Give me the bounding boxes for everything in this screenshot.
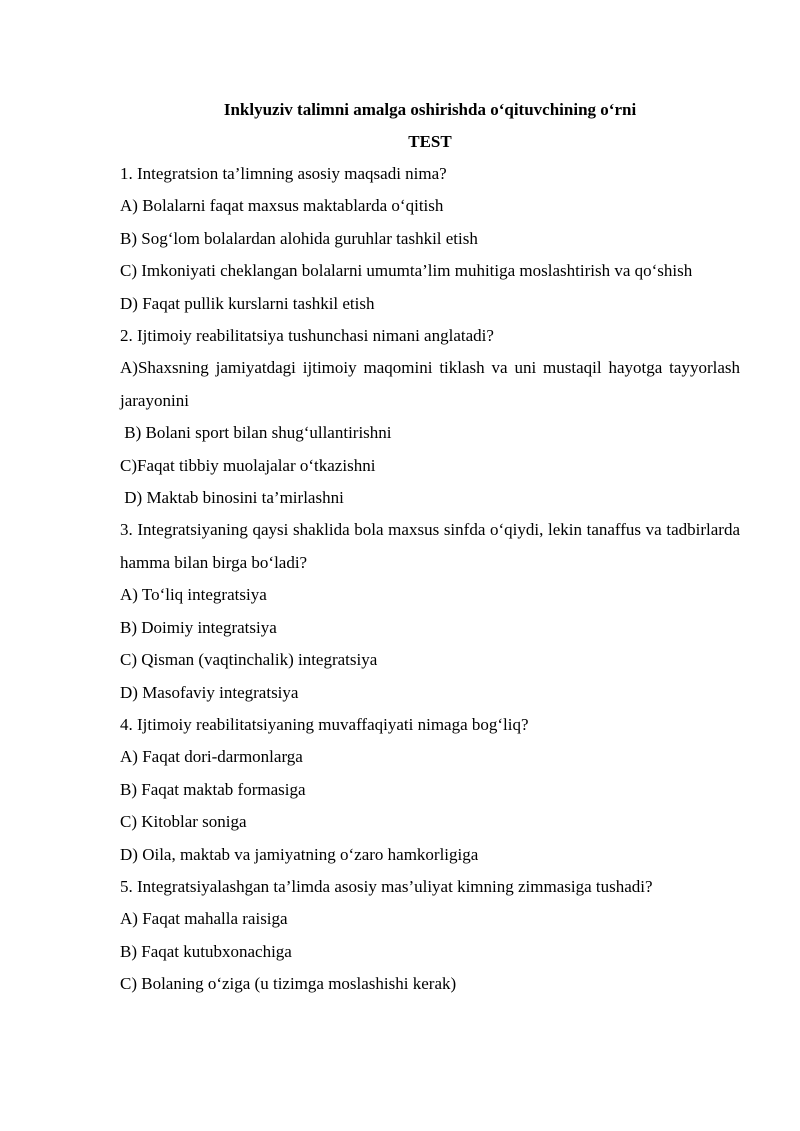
document-title: Inklyuziv talimni amalga oshirishda o‘qituvchining o‘rni: [223, 100, 637, 119]
question-1-option-c: C) Imkoniyati cheklangan bolalarni umumta’lim muhitiga moslashtirish va qo‘shish: [120, 261, 693, 281]
document-content: [120, 94, 745, 1001]
question-2-option-d: D) Maktab binosini ta’mirlashni: [120, 488, 344, 508]
question-2: 2. Ijtimoiy reabilitatsiya tushunchasi nimani anglatadi?: [120, 326, 494, 346]
question-3-option-c: C) Qisman (vaqtinchalik) integratsiya: [120, 650, 378, 670]
question-1-option-b: B) Sog‘lom bolalardan alohida guruhlar tashkil etish: [120, 228, 478, 248]
question-3: 3. Integratsiyaning qaysi shaklida bola maxsus sinfda o‘qiydi, lekin tanaffus va tadbirlarda hamma bilan birga bo‘ladi?: [120, 520, 745, 572]
question-1-option-a: A) Bolalarni faqat maxsus maktablarda o‘qitish: [120, 196, 444, 216]
document-subtitle: TEST: [408, 132, 452, 151]
question-2-option-a: A)Shaxsning jamiyatdagi ijtimoiy maqomini tiklash va uni mustaqil hayotga tayyorlash jarayonini: [120, 358, 745, 410]
question-5-option-a: A) Faqat mahalla raisiga: [120, 909, 288, 929]
question-4-option-b: B) Faqat maktab formasiga: [120, 779, 306, 799]
question-1-option-d: D) Faqat pullik kurslarni tashkil etish: [120, 293, 375, 313]
question-5-option-b: B) Faqat kutubxonachiga: [120, 941, 292, 961]
question-3-option-a: A) To‘liq integratsiya: [120, 585, 267, 605]
question-4: 4. Ijtimoiy reabilitatsiyaning muvaffaqiyati nimaga bog‘liq?: [120, 714, 529, 734]
question-1: 1. Integratsion ta’limning asosiy maqsadi nima?: [120, 164, 447, 183]
question-3-option-b: B) Doimiy integratsiya: [120, 617, 277, 637]
question-2-option-b: B) Bolani sport bilan shug‘ullantirishni: [120, 423, 392, 443]
question-4-option-c: C) Kitoblar soniga: [120, 812, 247, 832]
question-3-option-d: D) Masofaviy integratsiya: [120, 682, 299, 702]
question-5-option-c: C) Bolaning o‘ziga (u tizimga moslashishi kerak): [120, 974, 457, 994]
question-4-option-d: D) Oila, maktab va jamiyatning o‘zaro hamkorligiga: [120, 844, 479, 864]
question-4-option-a: A) Faqat dori-darmonlarga: [120, 747, 303, 767]
question-2-option-c: C)Faqat tibbiy muolajalar o‘tkazishni: [120, 455, 376, 475]
question-5: 5. Integratsiyalashgan ta’limda asosiy mas’uliyat kimning zimmasiga tushadi?: [120, 876, 653, 896]
